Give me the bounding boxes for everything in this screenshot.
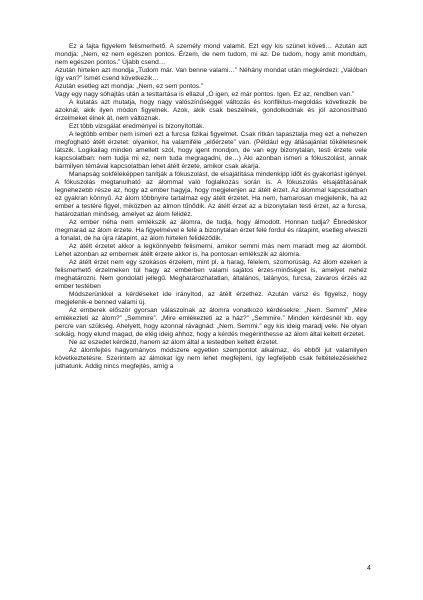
paragraph-3: Azután esetleg azt mondja: „Nem, ez sem pontos.”: [55, 83, 204, 90]
paragraph-12: Módszerünkkel a kérdéseket ide irányítod, az átélt érzethez. Azután vársz és figyelsz, hogy megjelenik-e benned valami új.: [55, 291, 367, 306]
paragraph-4: Vagy egy nagy sóhajtás után a testtartása is ellazul „Ó igen, ez már pontos. Igen. Ez az, rendben van.”: [55, 91, 355, 98]
page-number: 4: [367, 565, 371, 572]
paragraph-1: Ez a fajta figyelem felismerhető. A személy mond valamit. Ezt egy kis szünet követi… Azután azt mondja: „Nem, ez nem egészen pontos. Érzem, de nem tudom, mi az. De tudom, hogy amit mondtam, nem egészen pontos.” Újabb csend…: [55, 43, 367, 66]
paragraph-2: Azután hirtelen azt mondja „Tudom már. Van benne valami…” Néhány mondat után megkérdezi: „Valóban így van?” Ismét csend következik…: [55, 67, 367, 82]
paragraph-9: Az ember néha nem emlékszik az álomra, de tudja, hogy álmodott. Honnan tudja? Ébredéskor megmarad az álom érzete. Ha figyelmével e felé a bizonytalan érzet felé fordul és rátapint, esetleg elveszti a fonalat, de ha újra rátapint, az álom hirtelen felidéződik.: [55, 219, 367, 242]
body-text: [55, 43, 367, 371]
paragraph-10: Az átélt érzetet akkor a legkönnyebb felismerni, amikor semmi más nem maradt meg az álomból. Lehet azonban az embernek átélt érzete akkor is, ha pontosan emlékszik az álomra.: [55, 243, 367, 258]
paragraph-13: Az emberek először gyorsan válaszolnak az álomra vonatkozó kérdésekre: „Nem. Semmi” „Mire emlékezteti az álom?” „Semmire”. „Mire emlékezteti az a ház?” „Semmire.” Minden kérdésnél kb. egy percre van szükség. Ahelyett, hogy azonnal rávágnád: „Nem. Semmi.” egy kis ideig maradj vele. Ne olyan sokáig, hogy elund magad, de elég ideig ahhoz, hogy a kérdés megérinthesse az álom által keltett érzetet.: [55, 307, 367, 338]
paragraph-5: A kutatás azt mutatja, hogy nagy valószínűséggel változás és konfliktus-megoldás következik be azoknál, akik ilyen módon figyelnek. Azok, akik csak beszélnek, gondolkodnak és jól azonosítható érzelmeket élnek át, nem változnak.: [55, 99, 367, 122]
paragraph-14: Ne az eszedet kérdezd, hanem az álom által a testedben keltett érzetet.: [69, 339, 279, 346]
paragraph-6: Ezt több vizsgálat eredményei is bizonyították.: [69, 123, 205, 130]
paragraph-11: Az átélt érzet nem egy szokásos érzelem, mint pl. a harag, félelem, szomorúság. Az álom ezeken a felismerhető érzelmeken túl hagy az emberben valami sajátos érzés-minőséget is, amelyet nehéz meghatározni. Nem gondolati jellegű. Meghatározhatatlan, általános, talányos, furcsa, zavaros érzés az ember testében: [55, 259, 367, 290]
paragraph-15: Az álomfejtés hagyományos módszere egyetlen szempontot alkalmaz, és ebből jut valamilyen következtetésre. Szerintem az álmokat így nem lehet megfejteni, így legfeljebb csak feltételezésekhez juthatunk. Addig nincs megfejtés, amíg a: [55, 347, 367, 370]
paragraph-8: Manapság sokféleképpen tanítják a fókuszolást, de elsajátítása mindenkipp időt és gyakorlást igényel. A fókuszolás megtanulható az álommal való foglalkozás során is. A fókuszolás elsajátításának legnehezebb része az, hogy az ember hagyja, hogy megjelenjen az átélt érzet. Az álommal kapcsolatban ez gyakran könnyű. Az álom többnyire tartalmaz egy átélt érzetet. Ha nem, hamarosan megjelenik, ha az ember a testére figyel, miközben az álmon tűnődik. Az átélt érzet az a bizonytalan testi érzet, az a furcsa, határozatlan minőség, amelyet az álom felidéz.: [55, 171, 367, 218]
paragraph-7: A legtöbb ember nem ismeri ezt a furcsa fizikai figyelmet. Csak ritkán tapasztalja meg ezt a nehezen megfogható átélt érzetet: olyankor, ha valamiféle „előérzete” van. (Például egy állásajánlat tökéletesnek látszik. Logikailag minden amellett szól, hogy igent mondjon, de van egy bizonytalan, testi érzete vele kapcsolatban: nem tudja mi ez, nem tuda megragadni, de…) Aki azonban ismeri a fókuszolást, annak bármilyen témával kapcsolatban lehet átélt érzete, amikor csak akarja.: [55, 131, 367, 170]
